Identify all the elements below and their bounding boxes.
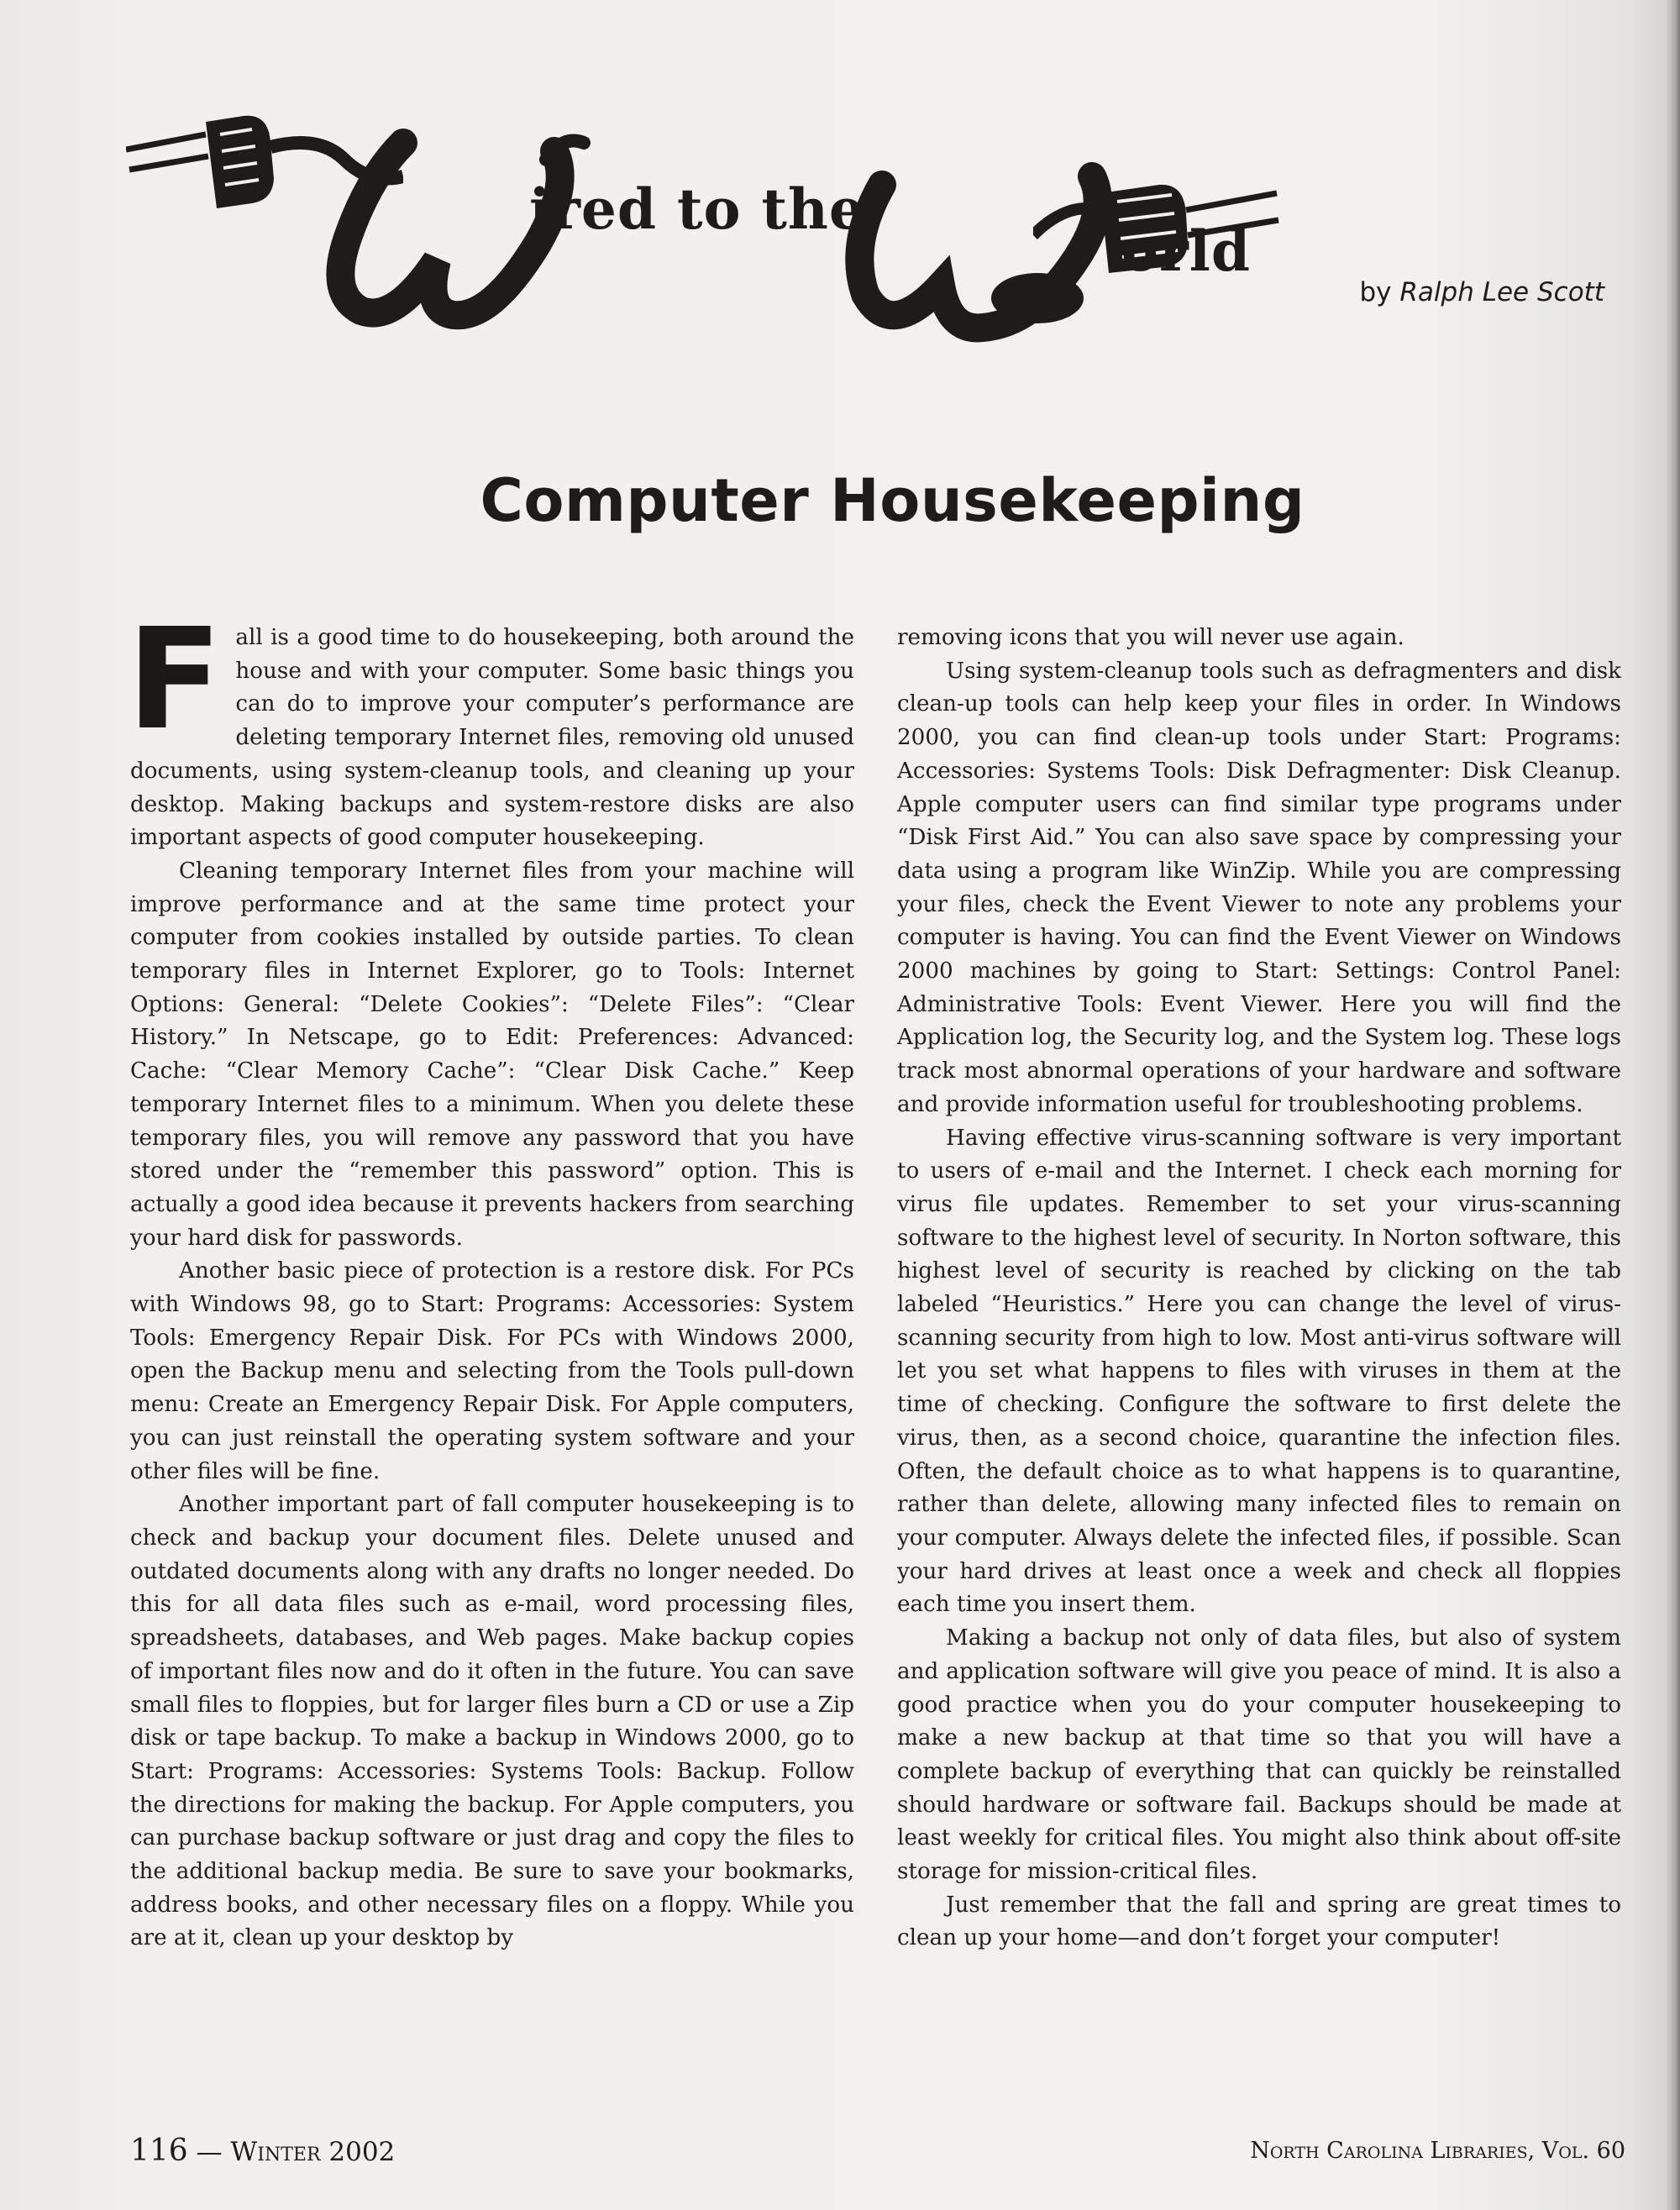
author-name: Ralph Lee Scott	[1399, 277, 1604, 307]
paragraph: Just remember that the fall and spring are great times to clean up your home—and don’t forget your computer!	[897, 1892, 1621, 1951]
byline-prefix: by	[1359, 277, 1392, 307]
right-column	[897, 622, 1621, 1955]
article-title	[0, 466, 1680, 535]
left-column	[127, 599, 854, 1955]
page-number: 116	[130, 2134, 188, 2168]
paragraph: Another important part of fall computer housekeeping is to check and backup your document files. Delete unused and outdated documents along with any drafts no longer needed. Do this for all data files such as e-mail, word processing files, spreadsheets, databases, and Web pages. Make backup copies of important files now and do it often in the future. You can save small files to floppies, but for larger files burn a CD or use a Zip disk or tape backup. To make a backup in Windows 2000, go to Start: Programs: Accessories: Systems Tools: Backup. Follow the directions for making the backup. For Apple computers, you can purchase backup software or just drag and copy the files to the additional backup media. Be sure to save your bookmarks, address books, and other necessary files on a floppy. While you are at it, clean up your desktop by	[130, 1492, 854, 1951]
footer-publication: North Carolina Libraries, Vol. 60	[1250, 2138, 1625, 2164]
paragraph-text: all is a good time to do housekeeping, both around the house and with your computer. Some basic things you can do to improve your computer’s performance are deleting temporary Internet files, removing old unused documents, using system-cleanup tools, and cleaning up your desktop. Making backups and system-restore disks are also important aspects of good computer housekeeping.	[130, 625, 854, 851]
page-binding-edge	[1665, 0, 1680, 2210]
paragraph: Cleaning temporary Internet files from your machine will improve performance and at the same time protect your computer from cookies installed by outside parties. To clean temporary files in Internet Explorer, go to Tools: Internet Options: General: “Delete Cookies”: “Delete Files”: “Clear History.” In Netscape, go to Edit: Preferences: Advanced: Cache: “Clear Memory Cache”: “Clear Disk Cache.” Keep temporary Internet files to a minimum. When you delete these temporary files, you will remove any password that you have stored under the “remember this password” option. This is actually a good idea because it prevents hackers from searching your hard disk for passwords.	[130, 858, 854, 1251]
paragraph: Using system-cleanup tools such as defragmenters and disk clean-up tools can help keep your files in order. In Windows 2000, you can find clean-up tools under Start: Programs: Accessories: Systems Tools: Disk Defragmenter: Disk Cleanup. Apple computer users can find similar type programs under “Disk First Aid.” You can also save space by compressing your data using a program like WinZip. While you are compressing your files, check the Event Viewer to note any problems your computer is having. You can find the Event Viewer on Windows 2000 machines by going to Start: Settings: Control Panel: Administrative Tools: Event Viewer. Here you will find the Application log, the Security log, and the System log. These logs track most abnormal operations of your hardware and software and provide information useful for troubleshooting problems.	[897, 658, 1621, 1117]
article-title-text: Computer Housekeeping	[480, 466, 1305, 535]
issue-season: — Winter 2002	[196, 2137, 396, 2167]
header-title-part-1: ired to the	[529, 176, 865, 242]
paragraph: Having effective virus-scanning software is very important to users of e-mail and the Internet. I check each morning for virus file updates. Remember to set your virus-scanning software to the highest level of security. In Norton software, this highest level of security is reached by clicking on the tab labeled “Heuristics.” Here you can change the level of virus-scanning security from high to low. Most anti-virus software will let you set what happens to files with viruses in them at the time of checking. Configure the software to first delete the virus, then, as a second choice, quarantine the infection files. Often, the default choice as to what happens is to quarantine, rather than delete, allowing many infected files to remain on your computer. Always delete the infected files, if possible. Scan your hard drives at least once a week and check all floppies each time you insert them.	[897, 1125, 1621, 1618]
paragraph: removing icons that you will never use again.	[897, 625, 1404, 650]
footer-page-info	[130, 2134, 395, 2168]
paragraph: Another basic piece of protection is a restore disk. For PCs with Windows 98, go to Start: Programs: Accessories: System Tools: Emergency Repair Disk. For PCs with Windows 2000, open the Backup menu and selecting from the Tools pull-down menu: Create an Emergency Repair Disk. For Apple computers, you can just reinstall the operating system software and your other files will be fine.	[130, 1258, 854, 1484]
paragraph	[127, 599, 854, 855]
drop-cap: F	[127, 599, 223, 761]
paragraph: Making a backup not only of data files, but also of system and application software will give you peace of mind. It is also a good practice when you do your computer housekeeping to make a new backup at that time so that you will have a complete backup of everything that can quickly be reinstalled should hardware or software fail. Backups should be made at least weekly for critical files. You might also think about off-site storage for mission-critical files.	[897, 1625, 1621, 1885]
header-title-part-2: orld	[1121, 218, 1252, 284]
byline	[1360, 277, 1605, 307]
